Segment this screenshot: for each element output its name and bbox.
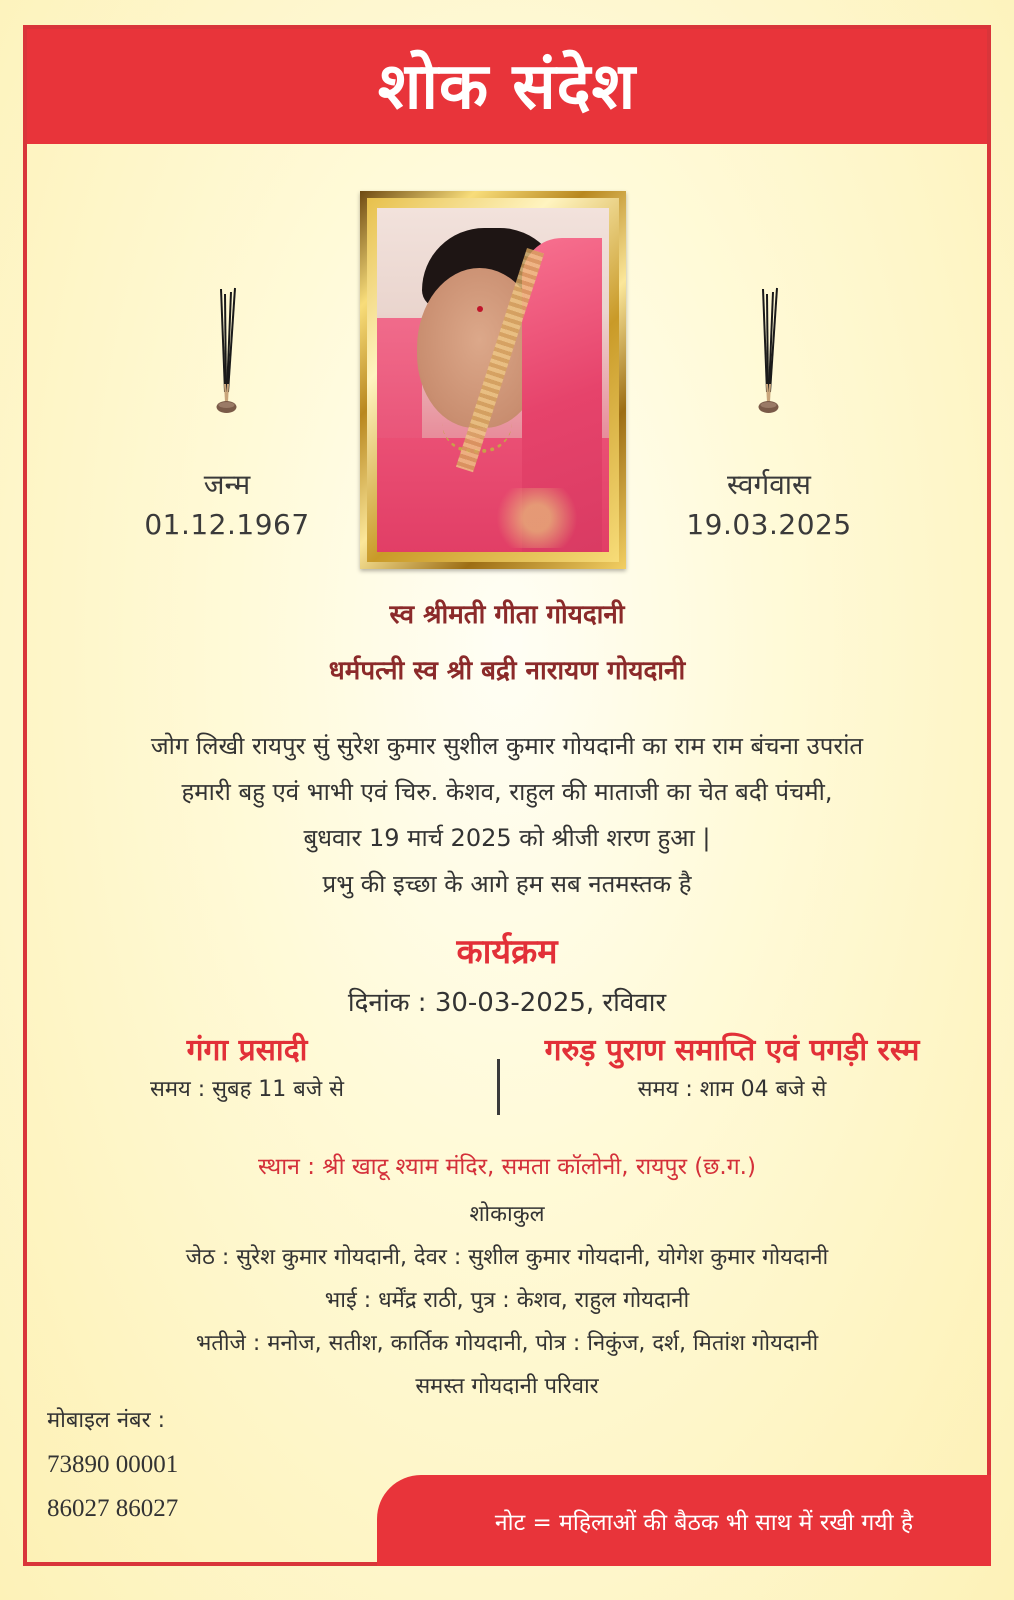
program-date: दिनांक : 30-03-2025, रविवार bbox=[347, 988, 667, 1018]
mobile-label: मोबाइल नंबर : bbox=[47, 1408, 166, 1433]
portrait-frame bbox=[360, 191, 626, 569]
card-frame bbox=[23, 25, 991, 1566]
birth-label: जन्म bbox=[203, 468, 251, 501]
header-banner bbox=[27, 29, 987, 144]
death-label: स्वर्गवास bbox=[727, 468, 811, 501]
portrait-photo bbox=[377, 208, 609, 552]
deceased-name: स्व श्रीमती गीता गोयदानी bbox=[389, 600, 625, 630]
death-date: 19.03.2025 bbox=[686, 508, 852, 541]
mourners-line: जेठ : सुरेश कुमार गोयदानी, देवर : सुशील कुमार गोयदानी, योगेश कुमार गोयदानी bbox=[185, 1245, 829, 1270]
message-line: जोग लिखी रायपुर सुं सुरेश कुमार सुशील कुमार गोयदानी का राम राम बंचना उपरांत bbox=[150, 732, 864, 760]
deceased-relation: धर्मपत्नी स्व श्री बद्री नारायण गोयदानी bbox=[328, 656, 686, 686]
venue: स्थान : श्री खाटू श्याम मंदिर, समता कॉलोनी, रायपुर (छ.ग.) bbox=[258, 1154, 756, 1180]
message-line: प्रभु की इच्छा के आगे हम सब नतमस्तक है bbox=[322, 870, 692, 898]
birth-block bbox=[107, 465, 347, 545]
mourners-family: समस्त गोयदानी परिवार bbox=[415, 1374, 599, 1399]
note-banner bbox=[377, 1475, 991, 1566]
mourners-line: भाई : धर्मेंद्र राठी, पुत्र : केशव, राहुल गोयदानी bbox=[324, 1288, 690, 1313]
mourners-line: भतीजे : मनोज, सतीश, कार्तिक गोयदानी, पोत्र : निकुंज, दर्श, मितांश गोयदानी bbox=[195, 1331, 819, 1356]
gold-frame-inner bbox=[367, 198, 619, 562]
event-title: गंगा प्रसादी bbox=[186, 1033, 308, 1068]
event-garud-puran bbox=[522, 1029, 942, 1107]
message-line: बुधवार 19 मार्च 2025 को श्रीजी शरण हुआ | bbox=[303, 824, 711, 852]
note-text: नोट = महिलाओं की बैठक भी साथ में रखी गयी है bbox=[494, 1509, 914, 1536]
incense-sticks-icon bbox=[749, 284, 789, 414]
event-divider bbox=[497, 1059, 500, 1115]
program-title: कार्यक्रम bbox=[456, 932, 558, 972]
phone-number: 86027 86027 bbox=[47, 1495, 179, 1522]
birth-date: 01.12.1967 bbox=[144, 508, 310, 541]
event-time: समय : सुबह 11 बजे से bbox=[149, 1077, 345, 1102]
page-title: शोक संदेश bbox=[377, 50, 637, 124]
message-line: हमारी बहु एवं भाभी एवं चिरु. केशव, राहुल की माताजी का चेत बदी पंचमी, bbox=[181, 778, 833, 806]
event-title: गरुड़ पुराण समाप्ति एवं पगड़ी रस्म bbox=[544, 1033, 920, 1068]
death-block bbox=[649, 465, 889, 545]
phone-number: 73890 00001 bbox=[47, 1451, 179, 1478]
event-ganga-prasadi bbox=[87, 1029, 407, 1107]
contact-block bbox=[47, 1399, 178, 1531]
incense-sticks-icon bbox=[207, 284, 247, 414]
mourners-heading: शोकाकुल bbox=[469, 1202, 545, 1227]
event-time: समय : शाम 04 बजे से bbox=[637, 1077, 827, 1102]
